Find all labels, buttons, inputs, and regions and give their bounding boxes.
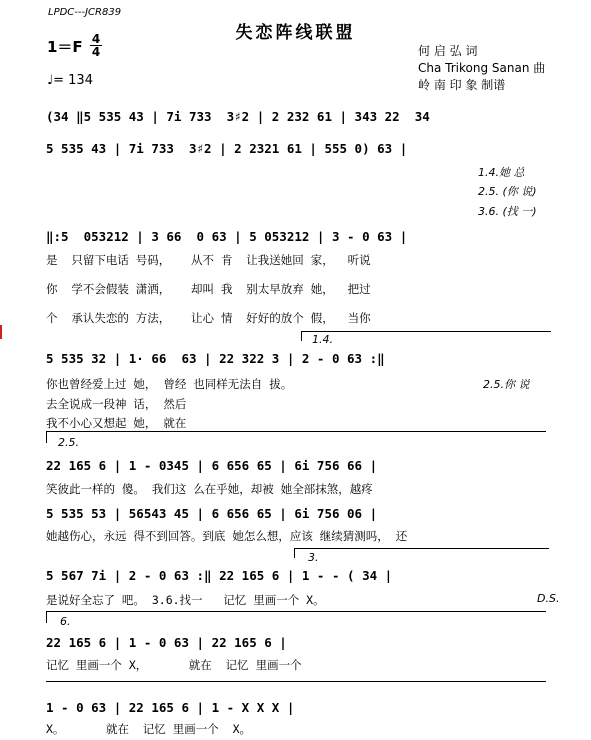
volta-bracket-3-edge: [294, 548, 295, 558]
volta-bracket-25-edge: [46, 431, 47, 443]
side-label-14: 1.4.她 总: [478, 166, 525, 179]
page-margin-mark: [0, 325, 2, 339]
volta-bracket-6: [46, 611, 546, 612]
lyric-line-10: 记忆 里画一个 X， 就在 记忆 里画一个: [46, 658, 302, 672]
volta-bracket-6-edge: [46, 611, 47, 623]
lyric-line-8: 她越伤心，永远 得不到回答。到底 她怎么想，应该 继续猜测吗， 还: [46, 529, 408, 543]
notation-row-3: ‖:5 053212 | 3 66 0 63 | 5 053212 | 3 - 0 63 |: [46, 229, 408, 244]
notation-row-5: 22 165 6 | 1 - 0345 | 6 656 65 | 6i 756 66 |: [46, 458, 378, 473]
notation-row-2: 5 535 43 | 7i 733 3♯2 | 2 2321 61 | 555 0) 63 |: [46, 141, 408, 156]
ds-marking: D.S.: [537, 592, 560, 605]
lyric-line-6: 我不小心又想起 她， 就在: [46, 416, 187, 430]
volta-bracket-3: [294, 548, 549, 549]
lyric-line-1: 是 只留下电话 号码， 从不 肯 让我送她回 家， 听说: [46, 253, 371, 267]
lyric-line-2: 你 学不会假装 潇洒， 却叫 我 别太早放弃 她， 把过: [46, 282, 371, 296]
volta-label-25: 2.5.: [58, 436, 79, 449]
lyric-line-5: 去全说成一段神 话， 然后: [46, 397, 187, 411]
song-title: 失恋阵线联盟: [235, 23, 356, 43]
lyric-line-4: 你也曾经爱上过 她， 曾经 也同样无法自 拔。: [46, 377, 293, 391]
composer-credit: Cha Trikong Sanan 曲: [418, 61, 546, 75]
volta-label-3: 3.: [308, 551, 319, 564]
lyric-line-11: X。 就在 记忆 里画一个 X。: [46, 722, 252, 736]
lyric-line-3: 个 承认失恋的 方法， 让心 情 好好的放个 假， 当你: [46, 311, 371, 325]
lyricist-credit: 何 启 弘 词: [418, 44, 478, 58]
notation-row-1: (34 ‖5 535 43 | 7i 733 3♯2 | 2 232 61 | 343 22 34: [46, 109, 430, 124]
tempo-marking: ♩= 134: [47, 73, 93, 88]
row4-tail-label: 2.5.你 说: [483, 378, 530, 391]
volta-bracket-14: [301, 331, 551, 332]
notation-row-7: 5 567 7i | 2 - 0 63 :‖ 22 165 6 | 1 - - ( 34 |: [46, 568, 393, 583]
arranger-credit: 岭 南 印 象 制谱: [418, 78, 506, 92]
side-label-36: 3.6. (找 一): [478, 205, 537, 218]
time-signature-bottom: 4: [91, 45, 101, 59]
score-code: LPDC---JCR839: [48, 7, 122, 18]
notation-row-6: 5 535 53 | 56543 45 | 6 656 65 | 6i 756 06 |: [46, 506, 378, 521]
notation-row-4: 5 535 32 | 1· 66 63 | 22 322 3 | 2 - 0 63 :‖: [46, 351, 385, 366]
key-signature: 1＝F: [47, 38, 83, 56]
ending-top-line: [46, 681, 546, 682]
time-signature-top: 4: [91, 32, 101, 46]
side-label-25: 2.5. (你 说): [478, 185, 537, 198]
time-signature: [88, 33, 104, 58]
volta-label-6: 6.: [60, 615, 71, 628]
volta-bracket-14-edge: [301, 331, 302, 341]
notation-row-9: 1 - 0 63 | 22 165 6 | 1 - X X X |: [46, 700, 295, 715]
volta-bracket-25: [46, 431, 546, 432]
notation-row-8: 22 165 6 | 1 - 0 63 | 22 165 6 |: [46, 635, 287, 650]
volta-label-14: 1.4.: [312, 333, 333, 346]
lyric-line-9: 是说好全忘了 吧。 3.6.找一 记忆 里画一个 X。: [46, 593, 325, 607]
lyric-line-7: 笑彼此一样的 傻。 我们这 么在乎她，却被 她全部抹煞，越疼: [46, 482, 373, 496]
